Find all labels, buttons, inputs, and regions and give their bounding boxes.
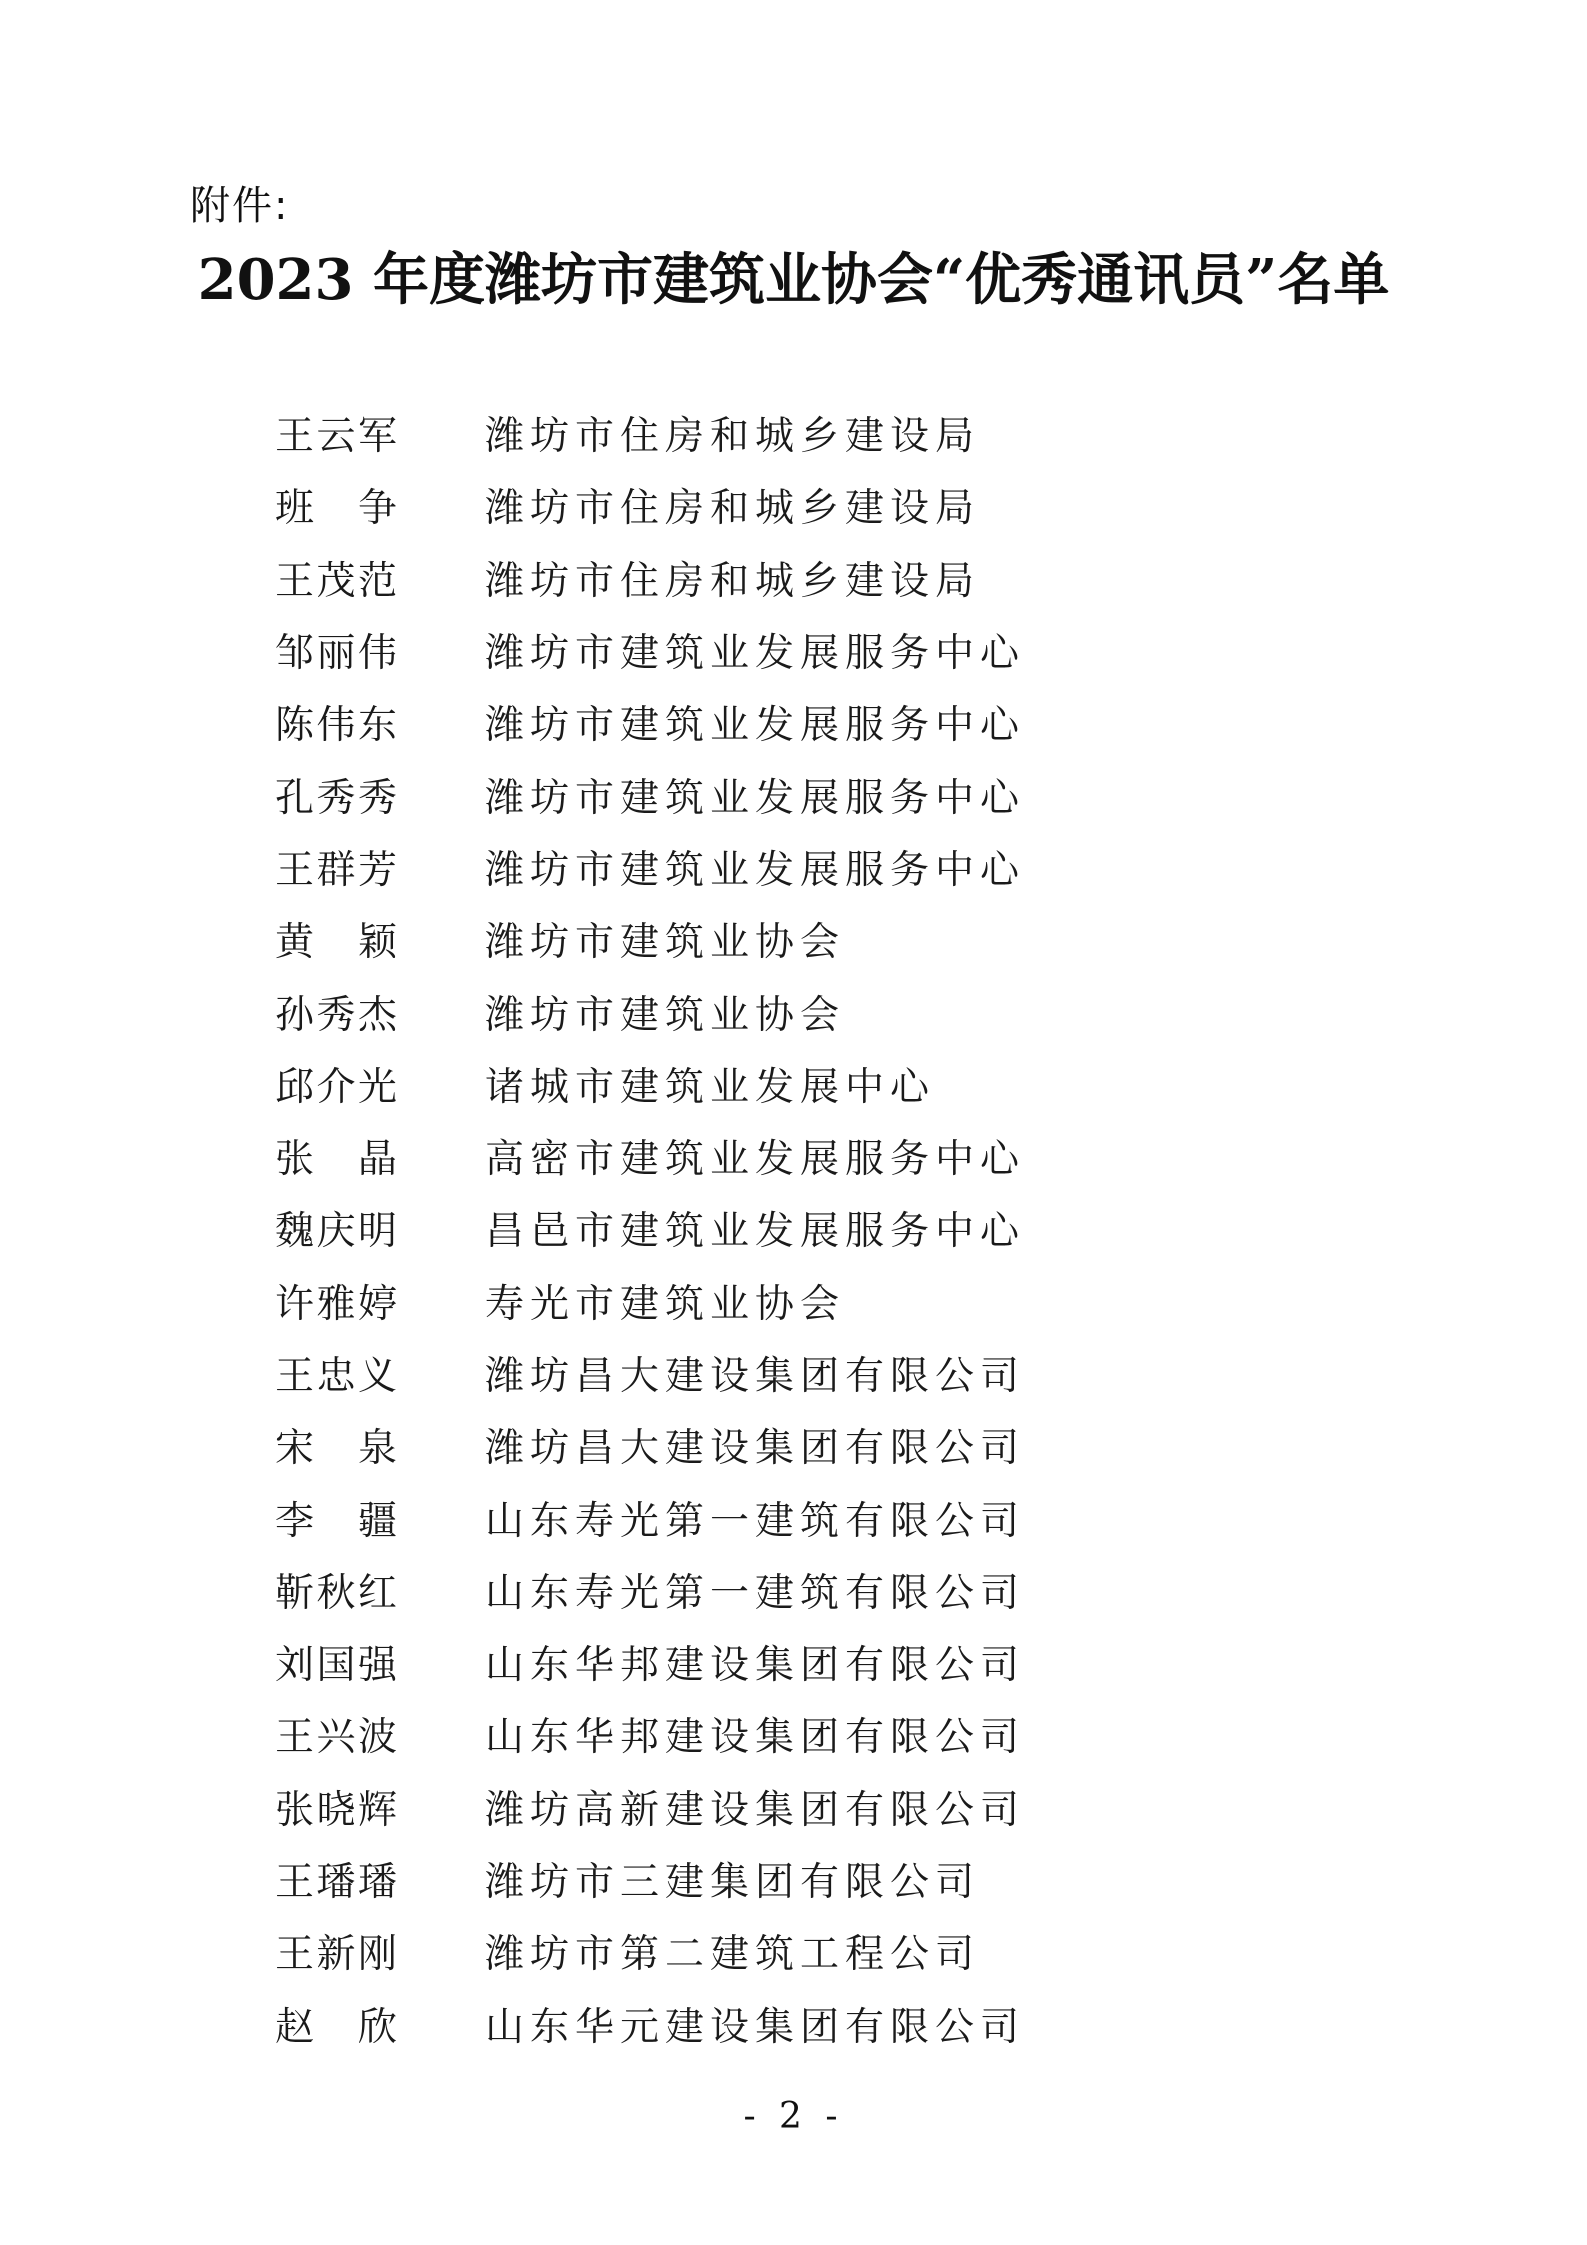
person-name: 黄 颖 bbox=[275, 920, 399, 966]
attachment-label: 附件: bbox=[190, 183, 290, 229]
person-name: 王群芳 bbox=[275, 847, 399, 893]
person-name: 刘国强 bbox=[275, 1643, 399, 1689]
person-name: 王忠义 bbox=[275, 1354, 399, 1399]
list-item bbox=[275, 686, 1375, 758]
organization-name: 昌邑市建筑业发展服务中心 bbox=[485, 1209, 1026, 1255]
organization-name: 潍坊市建筑业发展服务中心 bbox=[485, 775, 1026, 821]
list-item bbox=[275, 397, 1375, 469]
organization-name: 潍坊市建筑业发展服务中心 bbox=[485, 847, 1026, 893]
person-name: 赵 欣 bbox=[275, 2004, 399, 2050]
list-item bbox=[275, 831, 1375, 903]
person-name: 许雅婷 bbox=[275, 1281, 399, 1327]
list-item bbox=[275, 1988, 1375, 2060]
person-name: 邹丽伟 bbox=[275, 631, 399, 677]
list-item bbox=[275, 1192, 1375, 1264]
person-name: 李 疆 bbox=[275, 1498, 399, 1544]
person-name: 靳秋红 bbox=[275, 1570, 399, 1616]
list-item bbox=[275, 1626, 1375, 1698]
list-item bbox=[275, 1771, 1375, 1843]
organization-name: 潍坊市住房和城乡建设局 bbox=[485, 558, 981, 604]
organization-name: 潍坊高新建设集团有限公司 bbox=[485, 1787, 1026, 1833]
list-item bbox=[275, 1481, 1375, 1553]
person-name: 王璠璠 bbox=[275, 1860, 399, 1906]
person-name: 张晓辉 bbox=[275, 1787, 399, 1833]
list-item bbox=[275, 1698, 1375, 1770]
organization-name: 山东华元建设集团有限公司 bbox=[485, 2004, 1026, 2050]
list-item bbox=[275, 1554, 1375, 1626]
organization-name: 山东华邦建设集团有限公司 bbox=[485, 1643, 1026, 1689]
person-name: 孔秀秀 bbox=[275, 775, 399, 821]
list-item bbox=[275, 1843, 1375, 1915]
organization-name: 山东寿光第一建筑有限公司 bbox=[485, 1570, 1026, 1616]
person-name: 王云军 bbox=[275, 414, 399, 460]
organization-name: 潍坊市建筑业发展服务中心 bbox=[485, 703, 1026, 749]
organization-name: 潍坊市建筑业发展服务中心 bbox=[485, 631, 1026, 677]
document-title: 2023 年度潍坊市建筑业协会“优秀通讯员”名单 bbox=[197, 247, 1390, 313]
organization-name: 潍坊市建筑业协会 bbox=[485, 920, 846, 966]
list-item bbox=[275, 758, 1375, 830]
list-item bbox=[275, 1915, 1375, 1987]
person-name: 宋 泉 bbox=[275, 1426, 399, 1472]
organization-name: 高密市建筑业发展服务中心 bbox=[485, 1137, 1026, 1183]
list-item bbox=[275, 1120, 1375, 1192]
list-item bbox=[275, 903, 1375, 975]
list-item bbox=[275, 542, 1375, 614]
person-name: 魏庆明 bbox=[275, 1209, 399, 1255]
honoree-list bbox=[275, 397, 1375, 2060]
person-name: 孙秀杰 bbox=[275, 992, 399, 1038]
page-number: - 2 - bbox=[743, 2096, 844, 2137]
organization-name: 潍坊市建筑业协会 bbox=[485, 992, 846, 1038]
organization-name: 诸城市建筑业发展中心 bbox=[485, 1064, 936, 1110]
person-name: 张 晶 bbox=[275, 1137, 399, 1183]
organization-name: 潍坊市住房和城乡建设局 bbox=[485, 414, 981, 460]
list-item bbox=[275, 614, 1375, 686]
list-item bbox=[275, 1409, 1375, 1481]
person-name: 王茂范 bbox=[275, 558, 399, 604]
person-name: 邱介光 bbox=[275, 1064, 399, 1110]
list-item bbox=[275, 975, 1375, 1047]
list-item bbox=[275, 1337, 1375, 1409]
person-name: 班 争 bbox=[275, 486, 399, 532]
list-item bbox=[275, 1048, 1375, 1120]
organization-name: 山东寿光第一建筑有限公司 bbox=[485, 1498, 1026, 1544]
organization-name: 潍坊市住房和城乡建设局 bbox=[485, 486, 981, 532]
list-item bbox=[275, 1265, 1375, 1337]
person-name: 王新刚 bbox=[275, 1932, 399, 1978]
person-name: 王兴波 bbox=[275, 1715, 399, 1761]
organization-name: 山东华邦建设集团有限公司 bbox=[485, 1715, 1026, 1761]
organization-name: 潍坊市三建集团有限公司 bbox=[485, 1860, 981, 1906]
list-item bbox=[275, 469, 1375, 541]
organization-name: 潍坊昌大建设集团有限公司 bbox=[485, 1426, 1026, 1472]
organization-name: 潍坊市第二建筑工程公司 bbox=[485, 1932, 981, 1978]
organization-name: 寿光市建筑业协会 bbox=[485, 1281, 846, 1327]
organization-name: 潍坊昌大建设集团有限公司 bbox=[485, 1354, 1026, 1399]
person-name: 陈伟东 bbox=[275, 703, 399, 749]
